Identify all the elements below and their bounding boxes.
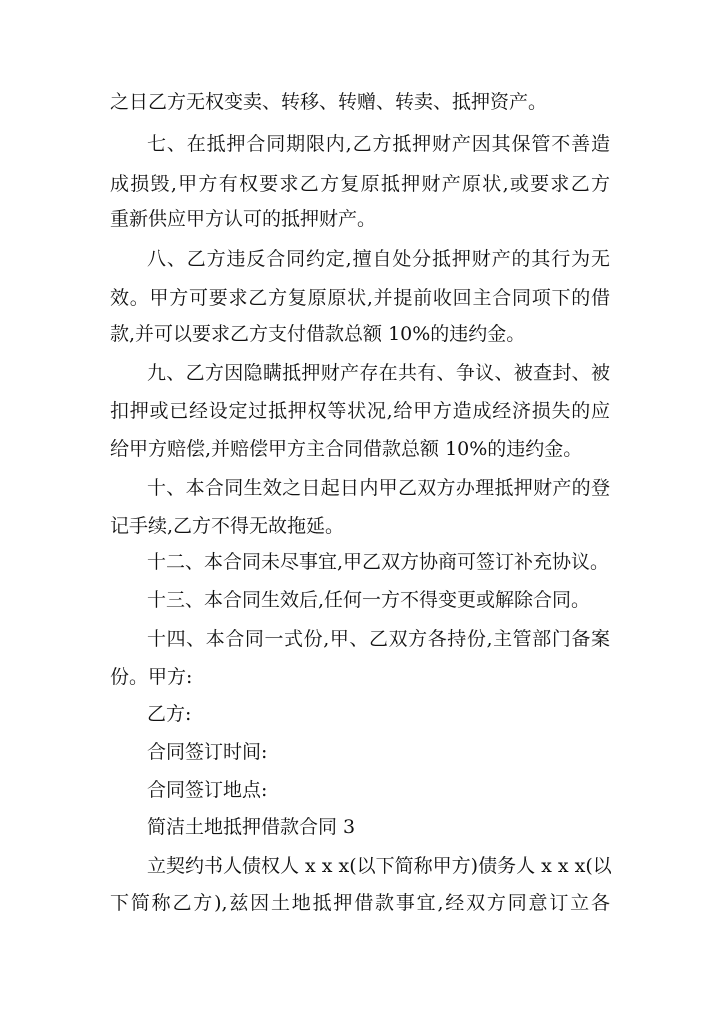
clause-9-line: 九、乙方因隐瞒抵押财产存在共有、争议、被查封、被	[147, 362, 610, 384]
party-a-label: 份。甲方:	[110, 666, 193, 688]
clause-7-line: 七、在抵押合同期限内,乙方抵押财产因其保管不善造	[147, 133, 610, 155]
clause-9-line: 给甲方赔偿,并赔偿甲方主合同借款总额 10%的违约金。	[110, 438, 583, 460]
clause-8-line: 款,并可以要求乙方支付借款总额 10%的违约金。	[110, 323, 526, 345]
party-b-label: 乙方:	[147, 703, 192, 725]
clause-14-line: 十四、本合同一式份,甲、乙双方各持份,主管部门备案	[147, 628, 610, 650]
signing-place-label: 合同签订地点:	[147, 779, 268, 801]
clause-8-line: 八、乙方违反合同约定,擅自处分抵押财产的其行为无	[147, 248, 610, 270]
clause-10-line: 十、本合同生效之日起日内甲乙双方办理抵押财产的登	[147, 477, 610, 499]
clause-8-line: 效。甲方可要求乙方复原原状,并提前收回主合同项下的借	[110, 287, 610, 309]
signing-time-label: 合同签订时间:	[147, 741, 268, 763]
clause-13-line: 十三、本合同生效后,任何一方不得变更或解除合同。	[147, 589, 591, 611]
text-line: 之日乙方无权变卖、转移、转赠、转卖、抵押资产。	[110, 91, 548, 113]
clause-7-line: 重新供应甲方认可的抵押财产。	[110, 208, 377, 230]
clause-7-line: 成损毁,甲方有权要求乙方复原抵押财产原状,或要求乙方	[110, 173, 610, 195]
contract-3-title: 简洁土地抵押借款合同 3	[147, 816, 356, 838]
clause-12-line: 十二、本合同未尽事宜,甲乙双方协商可签订补充协议。	[147, 551, 610, 573]
clause-10-line: 记手续,乙方不得无故拖延。	[110, 515, 345, 537]
clause-9-line: 扣押或已经设定过抵押权等状况,给甲方造成经济损失的应	[110, 400, 610, 422]
contract-3-line: 下简称乙方),兹因土地抵押借款事宜,经双方同意订立各	[110, 892, 610, 914]
contract-3-line: 立契约书人债权人 x x x(以下简称甲方)债务人 x x x(以	[147, 855, 612, 877]
